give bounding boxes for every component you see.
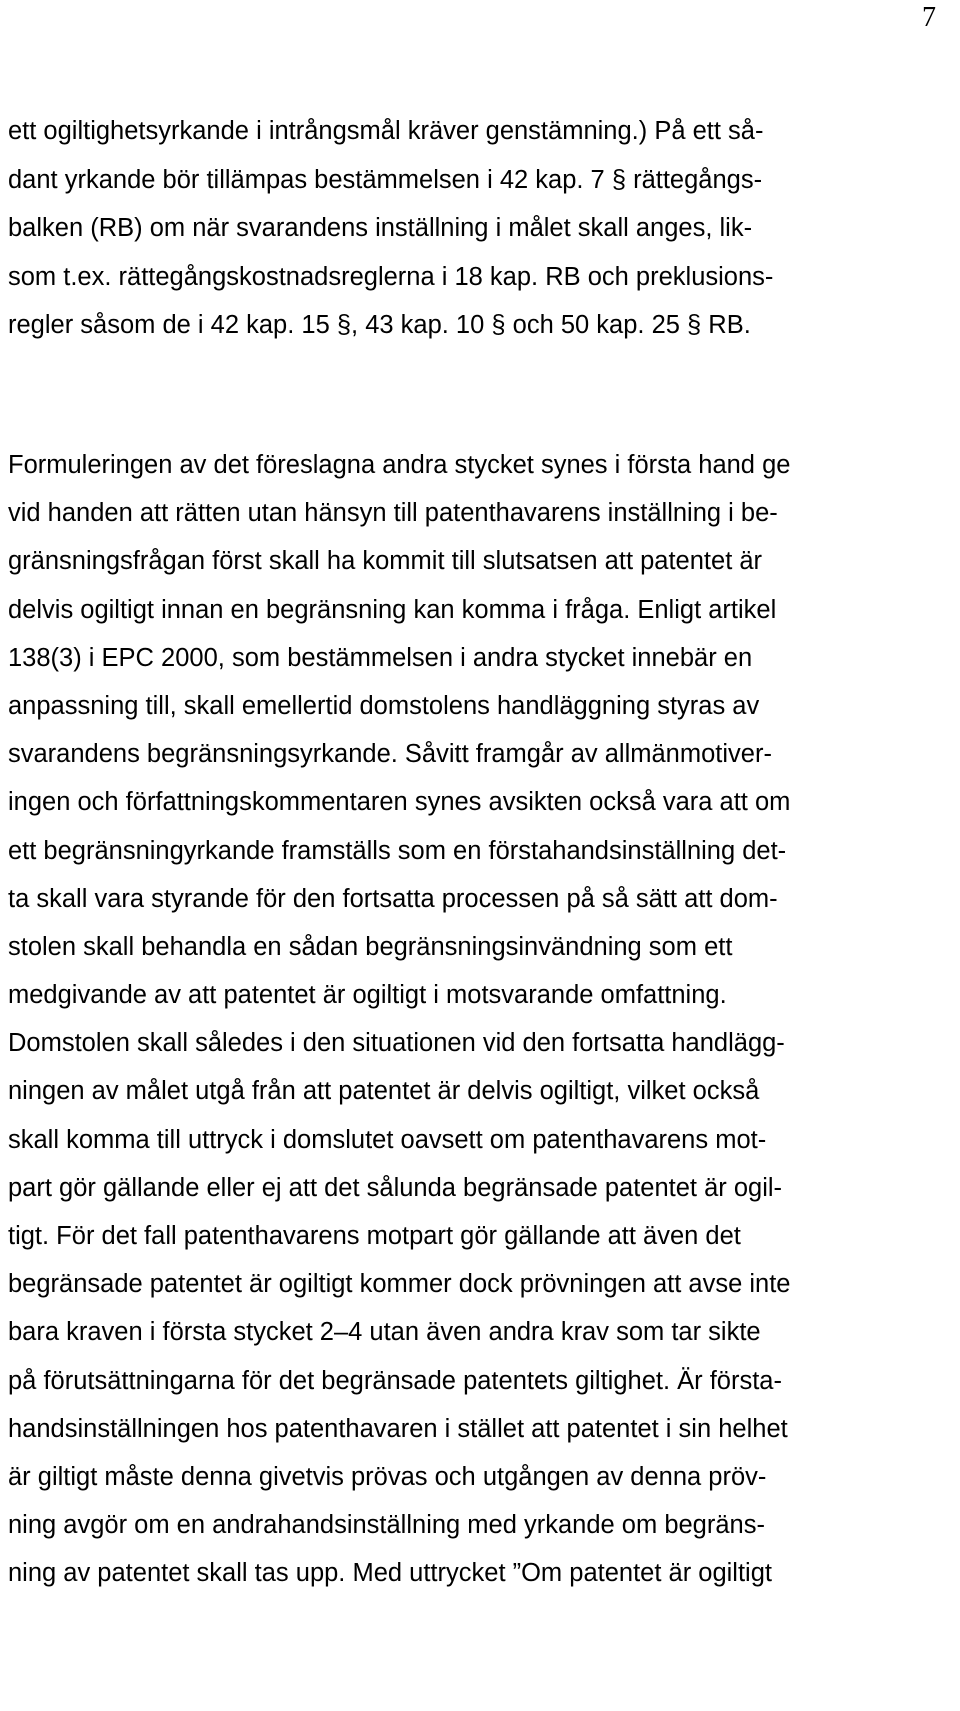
text-line: är giltigt måste denna givetvis prövas och utgången av denna pröv- (8, 1462, 767, 1491)
text-line: Formuleringen av det föreslagna andra stycket synes i första hand ge (8, 451, 791, 479)
text-line: begränsade patentet är ogiltigt kommer dock prövningen att avse inte (8, 1270, 791, 1299)
text-line: ett begränsningyrkande framställs som en förstahandsinställning det- (8, 836, 787, 865)
text-line: Domstolen skall således i den situationen vid den fortsatta handlägg- (8, 1029, 785, 1058)
text-line: ingen och författningskommentaren synes avsikten också vara att om (8, 788, 791, 817)
text-line: ning av patentet skall tas upp. Med uttrycket ”Om patentet är ogiltigt (8, 1559, 772, 1588)
text-line: ningen av målet utgå från att patentet är delvis ogiltigt, vilket också (8, 1077, 760, 1106)
text-line: bara kraven i första stycket 2–4 utan även andra krav som tar sikte (8, 1318, 761, 1347)
text-line: anpassning till, skall emellertid domstolens handläggning styras av (8, 691, 760, 720)
text-line: balken (RB) om när svarandens inställning i målet skall anges, lik- (8, 214, 753, 243)
text-line: regler såsom de i 42 kap. 15 §, 43 kap. 10 § och 50 kap. 25 § RB. (8, 311, 751, 340)
text-line: part gör gällande eller ej att det sålunda begränsade patentet är ogil- (8, 1173, 783, 1202)
text-line: ett ogiltighetsyrkande i intrångsmål kräver genstämning.) På ett så- (8, 117, 764, 145)
text-line: som t.ex. rättegångskostnadsreglerna i 18 kap. RB och preklusions- (8, 262, 774, 291)
text-line: skall komma till uttryck i domslutet oavsett om patenthavarens mot- (8, 1125, 767, 1154)
text-line: svarandens begränsningsyrkande. Såvitt framgår av allmänmotiver- (8, 740, 772, 769)
paragraph-2 (8, 441, 954, 1598)
text-line: handsinställningen hos patenthavaren i stället att patentet i sin helhet (8, 1414, 788, 1443)
text-line: vid handen att rätten utan hänsyn till patenthavarens inställning i be- (8, 499, 778, 528)
text-line: stolen skall behandla en sådan begränsningsinvändning som ett (8, 932, 733, 961)
page-number: 7 (922, 2, 936, 33)
text-line: ning avgör om en andrahandsinställning med yrkande om begräns- (8, 1511, 765, 1540)
text-line: på förutsättningarna för det begränsade patentets giltighet. Är första- (8, 1366, 782, 1395)
text-line: tigt. För det fall patenthavarens motpart gör gällande att även det (8, 1222, 741, 1250)
text-line: dant yrkande bör tillämpas bestämmelsen i 42 kap. 7 § rättegångs- (8, 165, 763, 194)
text-line: delvis ogiltigt innan en begränsning kan komma i fråga. Enligt artikel (8, 595, 777, 624)
text-line: 138(3) i EPC 2000, som bestämmelsen i andra stycket innebär en (8, 643, 753, 672)
paragraph-1 (8, 107, 954, 350)
text-line: medgivande av att patentet är ogiltigt i motsvarande omfattning. (8, 981, 727, 1010)
text-line: gränsningsfrågan först skall ha kommit till slutsatsen att patentet är (8, 547, 763, 576)
text-line: ta skall vara styrande för den fortsatta processen på så sätt att dom- (8, 884, 778, 913)
